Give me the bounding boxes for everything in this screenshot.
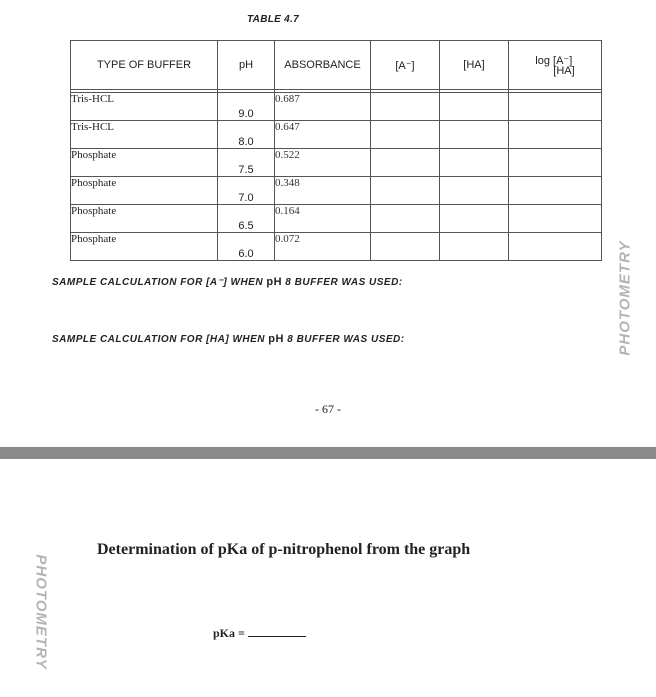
sample-a-ph: pH [266, 276, 283, 288]
cell-type: Phosphate [71, 205, 218, 233]
page-number: - 67 - [315, 402, 341, 416]
table-title: TABLE 4.7 [247, 14, 299, 25]
cell-ha[interactable] [440, 177, 509, 205]
cell-ha[interactable] [440, 233, 509, 261]
table-row [71, 93, 602, 121]
sample-ha-ph: pH [268, 333, 284, 345]
side-label-right [612, 230, 638, 366]
cell-type: Tris-HCL [71, 93, 218, 121]
cell-log[interactable] [509, 177, 602, 205]
pka-field [213, 626, 306, 641]
header-ha: [HA] [440, 41, 509, 90]
side-label-right-text: PHOTOMETRY [616, 240, 634, 356]
pka-answer-line[interactable] [248, 636, 306, 637]
sample-ha-pre: SAMPLE CALCULATION FOR [HA] WHEN [52, 334, 269, 345]
cell-absorbance: 0.072 [275, 233, 371, 261]
header-type: TYPE OF BUFFER [71, 41, 218, 90]
table-row [71, 233, 602, 261]
cell-ph: 8.0 [218, 121, 275, 149]
cell-absorbance: 0.647 [275, 121, 371, 149]
cell-ha[interactable] [440, 205, 509, 233]
cell-a-minus[interactable] [371, 149, 440, 177]
page-divider [0, 447, 656, 459]
cell-a-minus[interactable] [371, 121, 440, 149]
sample-ha-post: 8 BUFFER WAS USED: [283, 334, 405, 345]
cell-ph: 9.0 [218, 93, 275, 121]
table-header-row [71, 41, 602, 90]
cell-a-minus[interactable] [371, 205, 440, 233]
cell-log[interactable] [509, 149, 602, 177]
cell-type: Phosphate [71, 233, 218, 261]
header-log [509, 41, 602, 90]
cell-ph: 7.0 [218, 177, 275, 205]
cell-log[interactable] [509, 93, 602, 121]
pka-label: pKa = [213, 626, 245, 640]
side-label-left [28, 544, 54, 680]
page-heading: Determination of pKa of p-nitrophenol from the graph [97, 541, 471, 558]
log-numerator: log [A⁻] [535, 54, 573, 67]
cell-a-minus[interactable] [371, 177, 440, 205]
cell-ha[interactable] [440, 149, 509, 177]
cell-log[interactable] [509, 205, 602, 233]
cell-ph: 6.0 [218, 233, 275, 261]
cell-a-minus[interactable] [371, 233, 440, 261]
cell-log[interactable] [509, 233, 602, 261]
cell-log[interactable] [509, 121, 602, 149]
cell-type: Tris-HCL [71, 121, 218, 149]
cell-absorbance: 0.522 [275, 149, 371, 177]
page-bottom [0, 459, 656, 697]
header-ph: pH [218, 41, 275, 90]
header-absorbance: ABSORBANCE [275, 41, 371, 90]
sample-calculation-ha [52, 333, 405, 345]
log-denominator: [HA] [553, 64, 575, 77]
cell-absorbance: 0.348 [275, 177, 371, 205]
cell-type: Phosphate [71, 177, 218, 205]
side-label-left-text: PHOTOMETRY [32, 554, 50, 670]
sample-calculation-a [52, 276, 403, 288]
table-row [71, 205, 602, 233]
cell-absorbance: 0.164 [275, 205, 371, 233]
sample-a-pre: SAMPLE CALCULATION FOR [A⁻] WHEN [52, 277, 267, 288]
cell-ha[interactable] [440, 93, 509, 121]
cell-ph: 7.5 [218, 149, 275, 177]
cell-absorbance: 0.687 [275, 93, 371, 121]
sample-a-post: 8 BUFFER WAS USED: [282, 277, 403, 288]
log-fraction [535, 54, 574, 77]
table-row [71, 149, 602, 177]
table-row [71, 121, 602, 149]
cell-ph: 6.5 [218, 205, 275, 233]
cell-a-minus[interactable] [371, 93, 440, 121]
header-a-minus: [A⁻] [371, 41, 440, 90]
table-row [71, 177, 602, 205]
cell-type: Phosphate [71, 149, 218, 177]
cell-ha[interactable] [440, 121, 509, 149]
buffer-table [70, 40, 602, 261]
